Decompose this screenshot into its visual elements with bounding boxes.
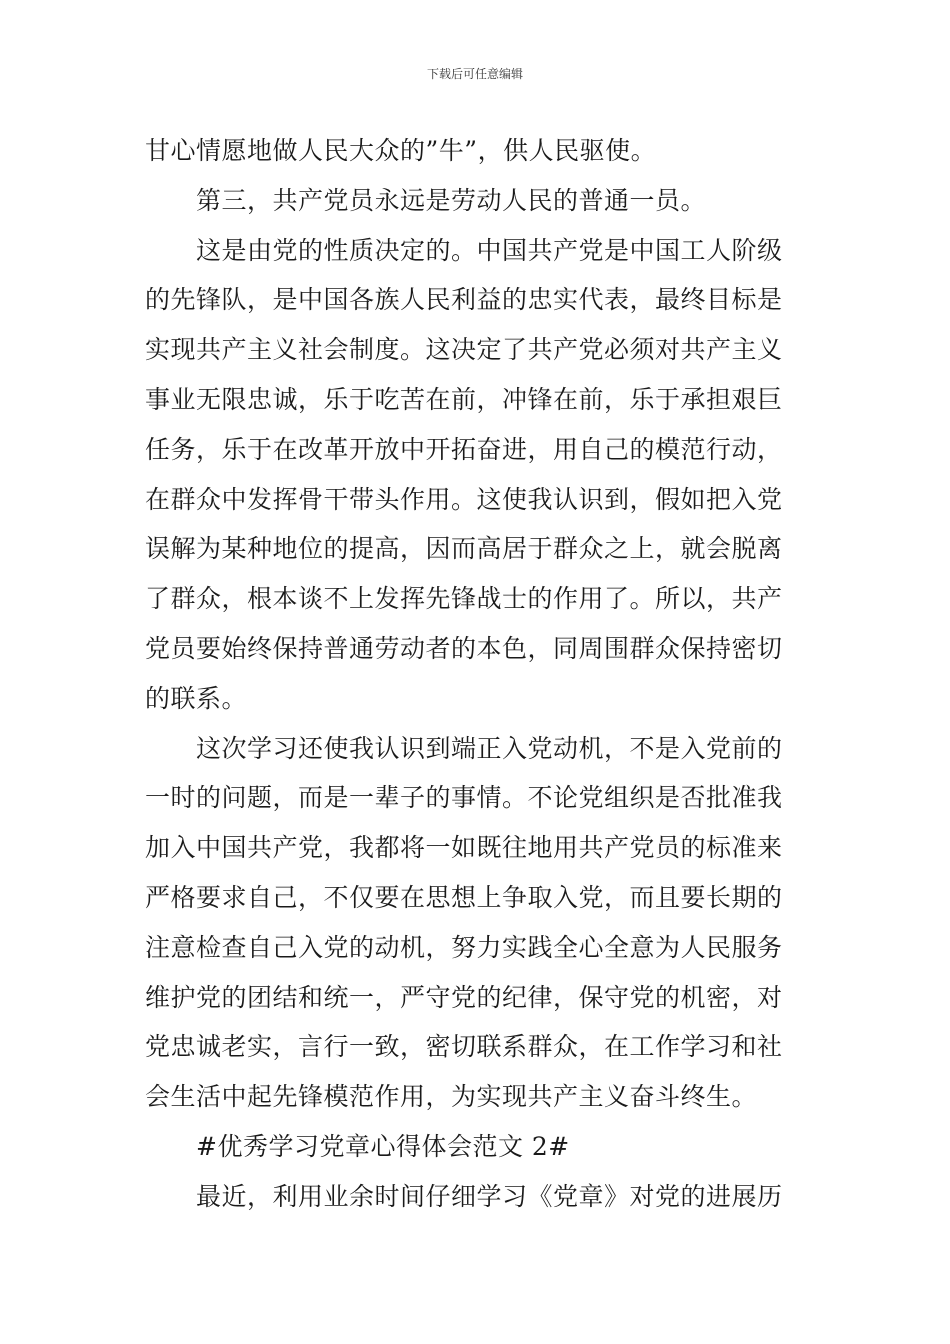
text-line: 会生活中起先锋模范作用，为实现共产主义奋斗终生。 bbox=[145, 1082, 758, 1112]
text-line: 最近，利用业余时间仔细学习《党章》对党的进展历 bbox=[196, 1181, 783, 1211]
text-line: 事业无限忠诚，乐于吃苦在前，冲锋在前，乐于承担艰巨 bbox=[145, 384, 783, 414]
text-line: 这是由党的性质决定的。中国共产党是中国工人阶级 bbox=[196, 235, 783, 265]
document-body bbox=[145, 126, 815, 1222]
text-line: 党忠诚老实，言行一致，密切联系群众，在工作学习和社 bbox=[145, 1032, 783, 1062]
text-line: 注意检查自己入党的动机，努力实践全心全意为人民服务 bbox=[145, 932, 783, 962]
text-line: 甘心情愿地做人民大众的”牛”，供人民驱使。 bbox=[145, 136, 657, 165]
text-line: 一时的问题，而是一辈子的事情。不论党组织是否批准我 bbox=[145, 783, 783, 813]
text-line: 实现共产主义社会制度。这决定了共产党必须对共产主义 bbox=[145, 335, 783, 365]
text-line: 第三，共产党员永远是劳动人民的普通一员。 bbox=[196, 185, 707, 215]
text-line: 严格要求自己，不仅要在思想上争取入党，而且要长期的 bbox=[145, 882, 783, 912]
page-header: 下载后可任意编辑 bbox=[426, 67, 523, 81]
text-line: 了群众，根本谈不上发挥先锋战士的作用了。所以，共产 bbox=[145, 584, 783, 614]
text-line: 在群众中发挥骨干带头作用。这使我认识到，假如把入党 bbox=[145, 484, 783, 514]
text-line: #优秀学习党章心得体会范文 2# bbox=[196, 1131, 570, 1161]
text-line: 误解为某种地位的提高，因而高居于群众之上，就会脱离 bbox=[145, 534, 783, 564]
text-line: 党员要始终保持普通劳动者的本色，同周围群众保持密切 bbox=[145, 633, 783, 663]
text-line: 维护党的团结和统一，严守党的纪律，保守党的机密，对 bbox=[145, 982, 783, 1012]
text-line: 任务，乐于在改革开放中开拓奋进，用自己的模范行动， bbox=[145, 434, 783, 464]
text-line: 加入中国共产党，我都将一如既往地用共产党员的标准来 bbox=[145, 833, 783, 863]
text-line: 这次学习还使我认识到端正入党动机，不是入党前的 bbox=[196, 733, 783, 763]
text-line: 的先锋队，是中国各族人民利益的忠实代表，最终目标是 bbox=[145, 285, 783, 315]
text-line: 的联系。 bbox=[145, 683, 248, 713]
